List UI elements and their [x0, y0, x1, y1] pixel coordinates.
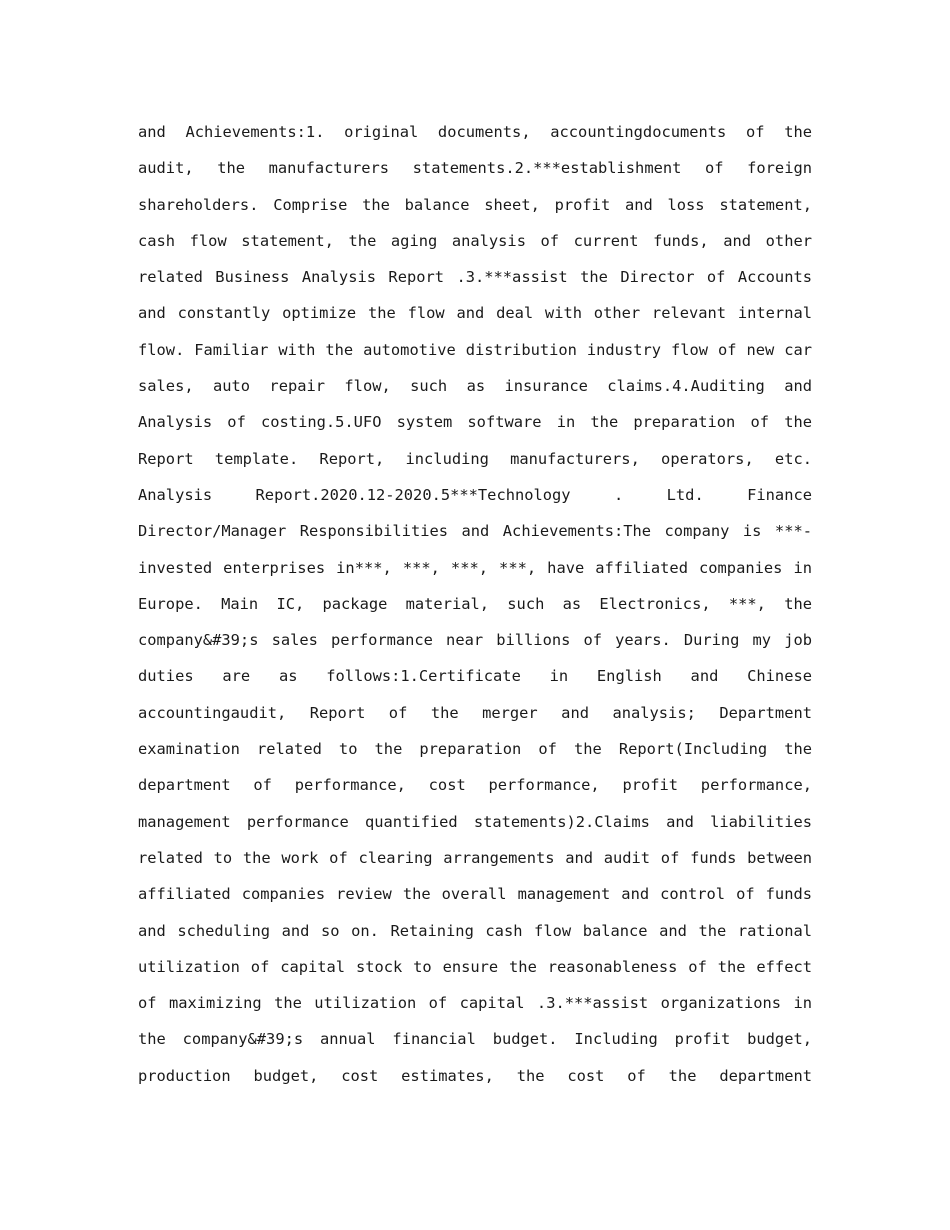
text-line: of maximizing the utilization of capital .3.***assist organizations in: [138, 994, 812, 1013]
text-line: duties are as follows:1.Certificate in English and Chinese: [138, 667, 812, 686]
text-line: company&#39;s sales performance near billions of years. During my job: [138, 631, 812, 650]
text-line: Analysis Report.2020.12-2020.5***Technology . Ltd. Finance: [138, 485, 812, 504]
text-line: Analysis of costing.5.UFO system software in the preparation of the: [138, 413, 812, 432]
text-line: related Business Analysis Report .3.***assist the Director of Accounts: [138, 268, 812, 287]
text-line: Europe. Main IC, package material, such as Electronics, ***, the: [138, 594, 812, 613]
text-line: shareholders. Comprise the balance sheet, profit and loss statement,: [138, 195, 812, 214]
text-line: and Achievements:1. original documents, accountingdocuments of the: [138, 123, 812, 141]
text-line: related to the work of clearing arrangements and audit of funds between: [138, 848, 812, 867]
text-line: and constantly optimize the flow and deal with other relevant internal: [138, 304, 812, 323]
text-line: department of performance, cost performance, profit performance,: [138, 776, 812, 795]
text-line: flow. Familiar with the automotive distribution industry flow of new car: [138, 340, 812, 359]
text-line: audit, the manufacturers statements.2.***establishment of foreign: [138, 159, 812, 178]
text-line: affiliated companies review the overall management and control of funds: [138, 885, 812, 904]
text-line: utilization of capital stock to ensure the reasonableness of the effect: [138, 957, 812, 976]
text-line: invested enterprises in***, ***, ***, ***, have affiliated companies in: [138, 558, 812, 577]
text-line: examination related to the preparation of the Report(Including the: [138, 740, 812, 759]
text-line: Report template. Report, including manufacturers, operators, etc.: [138, 449, 812, 468]
text-line: and scheduling and so on. Retaining cash flow balance and the rational: [138, 921, 812, 940]
text-line: sales, auto repair flow, such as insurance claims.4.Auditing and: [138, 377, 812, 396]
text-line: cash flow statement, the aging analysis of current funds, and other: [138, 231, 812, 250]
body-text: [138, 114, 812, 1094]
text-line: Director/Manager Responsibilities and Achievements:The company is ***-: [138, 522, 812, 541]
text-line: the company&#39;s annual financial budget. Including profit budget,: [138, 1030, 812, 1049]
text-line: accountingaudit, Report of the merger and analysis; Department: [138, 703, 812, 722]
text-line: production budget, cost estimates, the cost of the department: [138, 1066, 812, 1085]
text-line: management performance quantified statements)2.Claims and liabilities: [138, 812, 812, 831]
